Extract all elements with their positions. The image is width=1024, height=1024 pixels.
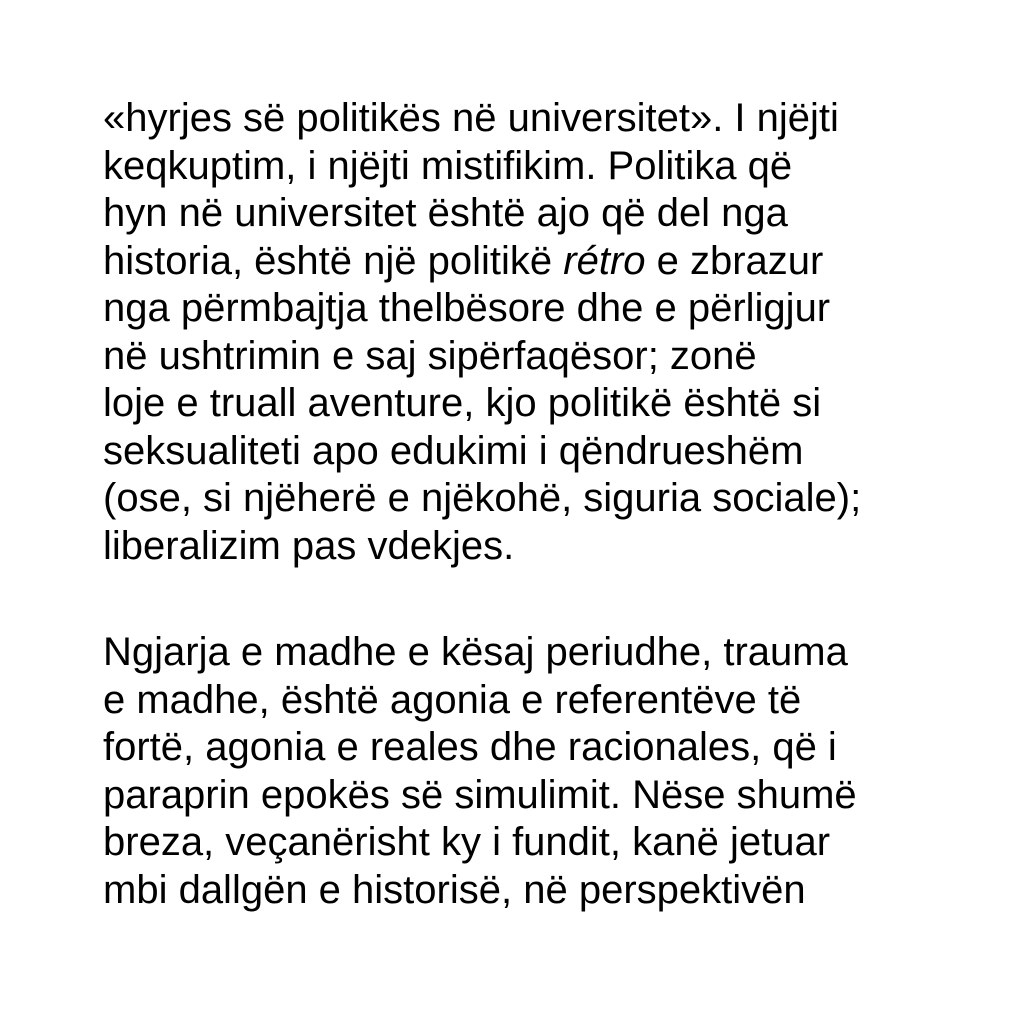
paragraph-gap [103, 570, 933, 629]
text-line: seksualiteti apo edukimi i qëndrueshëm [103, 428, 804, 473]
text-line: liberalizim pas vdekjes. [103, 523, 515, 568]
text-line: mbi dallgën e historisë, në perspektivën [103, 867, 806, 912]
text-line: e madhe, është agonia e referentëve të [103, 677, 802, 722]
text-line: loje e truall aventure, kjo politikë është si [103, 381, 822, 425]
paragraph [103, 95, 933, 570]
text-line: në ushtrimin e saj sipërfaqësor; zonë [103, 333, 757, 378]
text-line: nga përmbajtja thelbësore dhe e përligjur [103, 286, 831, 330]
text-line: historia, është një politikë rétro e zbrazur [103, 238, 824, 283]
text-line: Ngjarja e madhe e kësaj periudhe, trauma [103, 630, 848, 674]
text-line: «hyrjes së politikës në universitet». I njëjti [103, 96, 839, 140]
text-line: keqkuptim, i njëjti mistifikim. Politika që [103, 143, 793, 188]
text-line: paraprin epokës së simulimit. Nëse shumë [103, 772, 857, 817]
text-line: hyn në universitet është ajo që del nga [103, 191, 788, 235]
text-line: breza, veçanërisht ky i fundit, kanë jetuar [103, 820, 831, 864]
italic-word: rétro [563, 238, 646, 283]
text-line: (ose, si njëherë e njëkohë, siguria sociale); [103, 476, 862, 520]
paragraph [103, 629, 933, 914]
text-line: fortë, agonia e reales dhe racionales, që i [103, 725, 837, 769]
body-text [103, 95, 933, 914]
